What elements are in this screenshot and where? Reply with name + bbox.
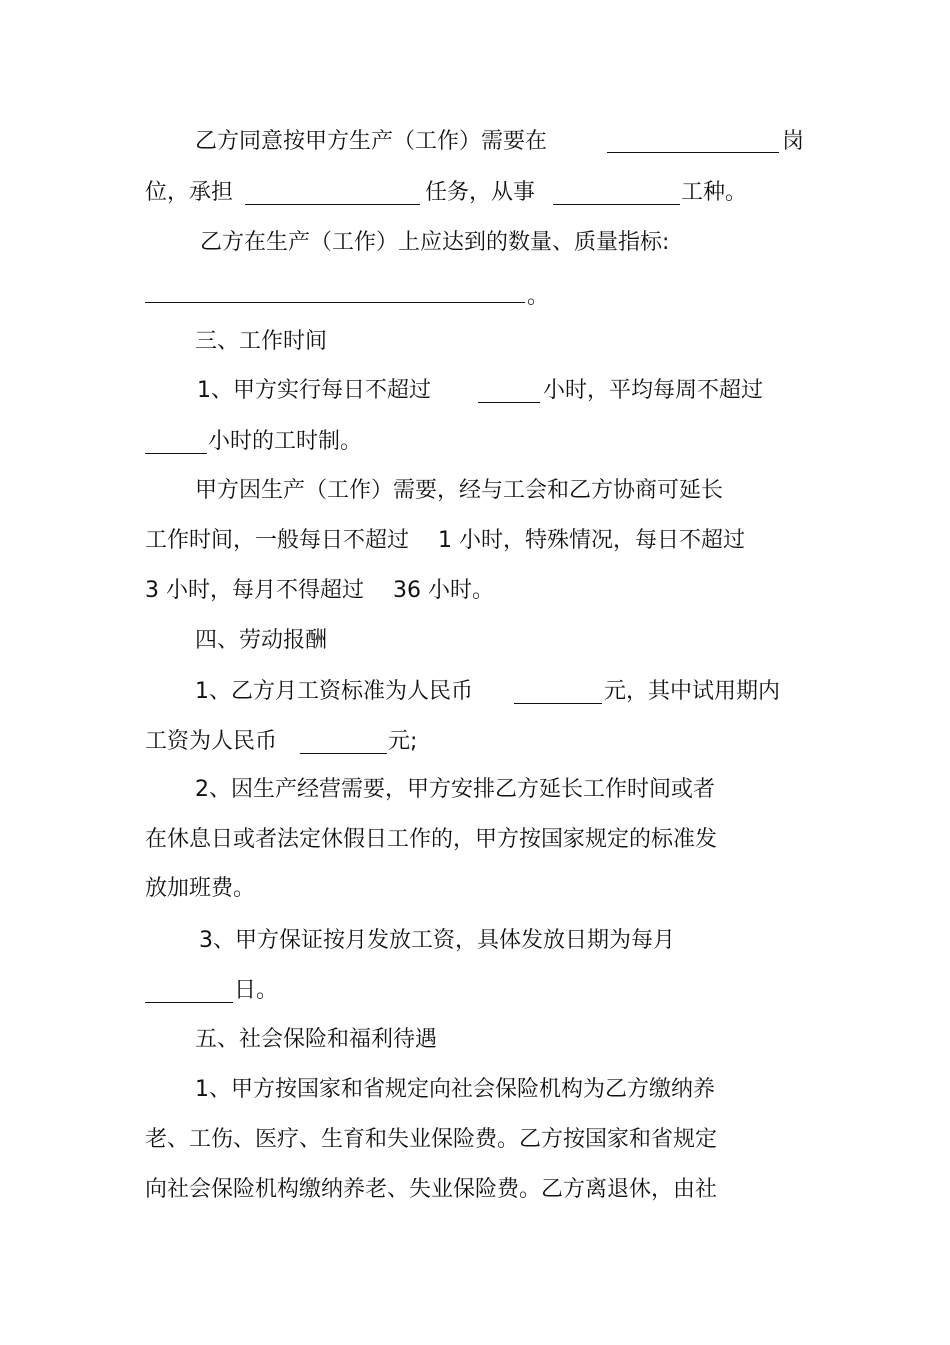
overtime-pay-line1: 2、因生产经营需要，甲方安排乙方延长工作时间或者	[195, 777, 715, 802]
quality-target-label: 乙方在生产（工作）上应达到的数量、质量指标:	[200, 230, 670, 255]
quality-target-end: 。	[527, 284, 550, 309]
insurance-line3: 向社会保险机构缴纳养老、失业保险费。乙方离退休，由社	[145, 1177, 718, 1202]
payday-blank	[145, 980, 233, 1003]
job-type-blank	[553, 182, 680, 205]
paragraph-post-line2	[145, 178, 233, 208]
overtime-line3: 3 小时，每月不得超过 36 小时。	[145, 578, 494, 603]
probation-salary-blank	[300, 731, 387, 754]
work-hours-line1: 1、甲方实行每日不超过	[197, 378, 431, 403]
insurance-line2: 老、工伤、医疗、生育和失业保险费。乙方按国家和省规定	[145, 1127, 718, 1152]
overtime-pay-line2: 在休息日或者法定休假日工作的，甲方按国家规定的标准发	[145, 827, 718, 852]
job-label: 任务，从事	[425, 180, 536, 205]
probation-salary-suffix: 元;	[388, 729, 418, 754]
post-blank	[607, 130, 779, 153]
section-5-heading: 五、社会保险和福利待遇	[195, 1027, 438, 1052]
task-label: 位，承担	[145, 180, 234, 205]
section-3-heading: 三、工作时间	[195, 329, 328, 354]
payday-line1: 3、甲方保证按月发放工资，具体发放日期为每月	[199, 928, 675, 953]
work-hours-line2: 小时的工时制。	[208, 429, 363, 454]
overtime-pay-line3: 放加班费。	[145, 876, 256, 901]
section-4-heading: 四、劳动报酬	[195, 628, 328, 653]
post-suffix: 岗	[782, 129, 805, 154]
weekly-hours-label: 小时，平均每周不超过	[543, 378, 764, 403]
job-type-suffix: 工种。	[681, 180, 748, 205]
overtime-line1: 甲方因生产（工作）需要，经与工会和乙方协商可延长	[195, 478, 724, 503]
paragraph-post-line1	[195, 127, 547, 157]
monthly-salary-blank	[514, 681, 602, 704]
overtime-line2: 工作时间，一般每日不超过 1 小时，特殊情况，每日不超过	[145, 528, 745, 553]
probation-label: 元，其中试用期内	[604, 679, 781, 704]
post-intro-text: 乙方同意按甲方生产（工作）需要在	[195, 129, 548, 154]
task-blank	[245, 182, 420, 205]
salary-line2: 工资为人民币	[145, 729, 278, 754]
insurance-line1: 1、甲方按国家和省规定向社会保险机构为乙方缴纳养	[195, 1077, 715, 1102]
salary-line1: 1、乙方月工资标准为人民币	[195, 679, 473, 704]
daily-hours-blank	[478, 380, 540, 403]
payday-suffix: 日。	[234, 978, 279, 1003]
quality-target-blank	[145, 280, 525, 303]
weekly-hours-blank	[145, 431, 207, 454]
